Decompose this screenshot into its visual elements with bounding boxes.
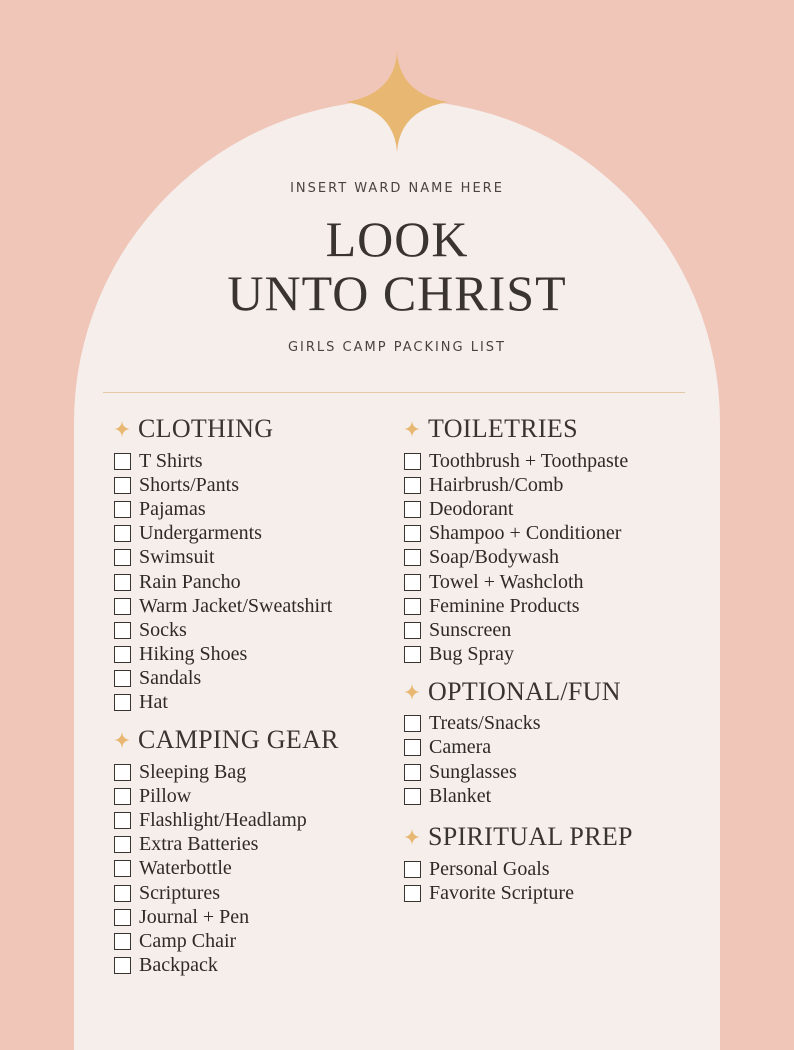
checklist-item-label: Blanket bbox=[429, 784, 492, 807]
checklist-item-label: Soap/Bodywash bbox=[429, 546, 559, 569]
checklist-item-label: Sunscreen bbox=[429, 618, 512, 641]
checklist-item-label: Hairbrush/Comb bbox=[429, 473, 564, 496]
section-heading bbox=[404, 414, 704, 444]
checklist-item-label: Waterbottle bbox=[139, 857, 232, 880]
checklist-item[interactable] bbox=[114, 522, 394, 546]
checklist-item[interactable] bbox=[114, 643, 394, 667]
section-clothing bbox=[114, 414, 394, 715]
checkbox[interactable] bbox=[114, 909, 131, 926]
section-heading-label: CAMPING GEAR bbox=[138, 725, 339, 755]
section-heading-label: TOILETRIES bbox=[428, 414, 578, 443]
checklist-item[interactable] bbox=[114, 905, 394, 929]
sparkle-icon bbox=[114, 732, 130, 748]
checklist-item[interactable] bbox=[404, 497, 704, 521]
checklist-item-label: Socks bbox=[139, 618, 187, 641]
checklist-item-label: Sleeping Bag bbox=[139, 760, 247, 783]
checklist-item-label: Swimsuit bbox=[139, 546, 215, 569]
checkbox[interactable] bbox=[404, 622, 421, 639]
checklist-item[interactable] bbox=[404, 712, 704, 736]
checkbox[interactable] bbox=[404, 574, 421, 591]
checklist-item[interactable] bbox=[404, 784, 704, 808]
checkbox[interactable] bbox=[404, 715, 421, 732]
checkbox[interactable] bbox=[404, 861, 421, 878]
checklist-item[interactable] bbox=[404, 546, 704, 570]
checklist-item[interactable] bbox=[114, 833, 394, 857]
checkbox[interactable] bbox=[114, 670, 131, 687]
checklist-item-label: Warm Jacket/Sweatshirt bbox=[139, 594, 333, 617]
checklist-item-label: Shorts/Pants bbox=[139, 473, 240, 496]
checklist-item-label: Flashlight/Headlamp bbox=[139, 809, 307, 832]
checklist-item[interactable] bbox=[404, 522, 704, 546]
checklist-item[interactable] bbox=[114, 667, 394, 691]
section-heading bbox=[114, 725, 394, 755]
checkbox[interactable] bbox=[114, 622, 131, 639]
checkbox[interactable] bbox=[114, 860, 131, 877]
checklist-item-label: Personal Goals bbox=[429, 858, 550, 881]
checklist-item[interactable] bbox=[404, 857, 704, 881]
checkbox[interactable] bbox=[114, 598, 131, 615]
left-column bbox=[114, 414, 394, 988]
checkbox[interactable] bbox=[114, 525, 131, 542]
checklist-item[interactable] bbox=[114, 691, 394, 715]
page-title bbox=[0, 212, 794, 320]
sparkle-icon bbox=[404, 829, 420, 845]
checklist-item[interactable] bbox=[404, 643, 704, 667]
title-line-1: LOOK bbox=[325, 211, 469, 267]
checkbox[interactable] bbox=[114, 836, 131, 853]
checklist-item[interactable] bbox=[404, 449, 704, 473]
checkbox[interactable] bbox=[404, 525, 421, 542]
checkbox[interactable] bbox=[114, 933, 131, 950]
checklist-item[interactable] bbox=[404, 594, 704, 618]
checklist-item[interactable] bbox=[114, 449, 394, 473]
checklist-item[interactable] bbox=[114, 929, 394, 953]
checkbox[interactable] bbox=[404, 646, 421, 663]
section-heading-label: SPIRITUAL PREP bbox=[428, 822, 633, 852]
checklist-item-label: Extra Batteries bbox=[139, 833, 259, 856]
checklist-item-label: Pillow bbox=[139, 784, 192, 807]
checklist-item[interactable] bbox=[114, 881, 394, 905]
checkbox[interactable] bbox=[114, 957, 131, 974]
checklist-item[interactable] bbox=[114, 784, 394, 808]
checklist-item-label: Camera bbox=[429, 736, 492, 759]
section-heading bbox=[114, 414, 394, 444]
checklist-item-label: Towel + Washcloth bbox=[429, 570, 584, 593]
checkbox[interactable] bbox=[404, 549, 421, 566]
checkbox[interactable] bbox=[114, 574, 131, 591]
section-heading bbox=[404, 677, 704, 707]
checkbox[interactable] bbox=[114, 501, 131, 518]
checklist-item[interactable] bbox=[114, 546, 394, 570]
checklist-item[interactable] bbox=[404, 570, 704, 594]
checklist-item[interactable] bbox=[404, 882, 704, 906]
checklist-item-label: Backpack bbox=[139, 954, 218, 977]
checkbox[interactable] bbox=[114, 885, 131, 902]
checklist-item[interactable] bbox=[404, 618, 704, 642]
checklist-item-label: Hiking Shoes bbox=[139, 643, 248, 666]
checklist-item-label: Scriptures bbox=[139, 881, 221, 904]
checklist-item-label: Sunglasses bbox=[429, 760, 517, 783]
checklist-item-label: Rain Pancho bbox=[139, 570, 241, 593]
checkbox[interactable] bbox=[114, 453, 131, 470]
checklist-item-label: T Shirts bbox=[139, 449, 203, 472]
checklist-item[interactable] bbox=[114, 570, 394, 594]
checkbox[interactable] bbox=[114, 549, 131, 566]
checklist-item[interactable] bbox=[114, 497, 394, 521]
checkbox[interactable] bbox=[404, 739, 421, 756]
checkbox[interactable] bbox=[404, 788, 421, 805]
checklist-item[interactable] bbox=[114, 473, 394, 497]
checklist-item-label: Pajamas bbox=[139, 497, 206, 520]
checklist-item-label: Treats/Snacks bbox=[429, 712, 541, 735]
checklist-item-label: Shampoo + Conditioner bbox=[429, 522, 622, 545]
checklist-item[interactable] bbox=[114, 954, 394, 978]
checkbox[interactable] bbox=[114, 646, 131, 663]
checklist-item-label: Sandals bbox=[139, 667, 202, 690]
checkbox[interactable] bbox=[114, 764, 131, 781]
section-toiletries bbox=[404, 414, 704, 667]
section-camping-gear bbox=[114, 725, 394, 978]
section-optional-fun bbox=[404, 677, 704, 809]
checklist-item[interactable] bbox=[404, 736, 704, 760]
title-line-2: UNTO CHRIST bbox=[227, 265, 567, 321]
checkbox[interactable] bbox=[114, 812, 131, 829]
section-heading-label: OPTIONAL/FUN bbox=[428, 676, 621, 706]
checklist-item[interactable] bbox=[114, 594, 394, 618]
ward-name: INSERT WARD NAME HERE bbox=[290, 181, 504, 196]
checklist-item-label: Favorite Scripture bbox=[429, 882, 574, 905]
star-icon bbox=[346, 52, 448, 152]
checklist-item-label: Deodorant bbox=[429, 497, 514, 520]
sparkle-icon bbox=[404, 684, 420, 700]
checklist-item-label: Journal + Pen bbox=[139, 905, 250, 928]
checkbox[interactable] bbox=[114, 694, 131, 711]
divider bbox=[103, 392, 685, 393]
checkbox[interactable] bbox=[114, 477, 131, 494]
checklist-item[interactable] bbox=[404, 473, 704, 497]
checkbox[interactable] bbox=[404, 477, 421, 494]
checkbox[interactable] bbox=[404, 764, 421, 781]
section-spiritual-prep bbox=[404, 822, 704, 905]
checkbox[interactable] bbox=[404, 501, 421, 518]
checklist-item-label: Bug Spray bbox=[429, 643, 514, 666]
checkbox[interactable] bbox=[404, 453, 421, 470]
checklist-item-label: Feminine Products bbox=[429, 594, 580, 617]
checklist-item[interactable] bbox=[114, 857, 394, 881]
sparkle-icon bbox=[114, 421, 130, 437]
section-heading-label: CLOTHING bbox=[138, 414, 274, 443]
right-column bbox=[404, 414, 704, 916]
section-heading bbox=[404, 822, 704, 852]
checklist-item[interactable] bbox=[404, 760, 704, 784]
checklist-item-label: Camp Chair bbox=[139, 929, 237, 952]
checklist-item-label: Toothbrush + Toothpaste bbox=[429, 449, 629, 472]
checklist-item[interactable] bbox=[114, 760, 394, 784]
sparkle-icon bbox=[404, 421, 420, 437]
checklist-item-label: Undergarments bbox=[139, 522, 262, 545]
checkbox[interactable] bbox=[404, 598, 421, 615]
checklist-item-label: Hat bbox=[139, 691, 168, 714]
checklist-item[interactable] bbox=[114, 808, 394, 832]
checkbox[interactable] bbox=[114, 788, 131, 805]
checkbox[interactable] bbox=[404, 885, 421, 902]
page-subtitle: GIRLS CAMP PACKING LIST bbox=[287, 340, 507, 355]
checklist-item[interactable] bbox=[114, 618, 394, 642]
